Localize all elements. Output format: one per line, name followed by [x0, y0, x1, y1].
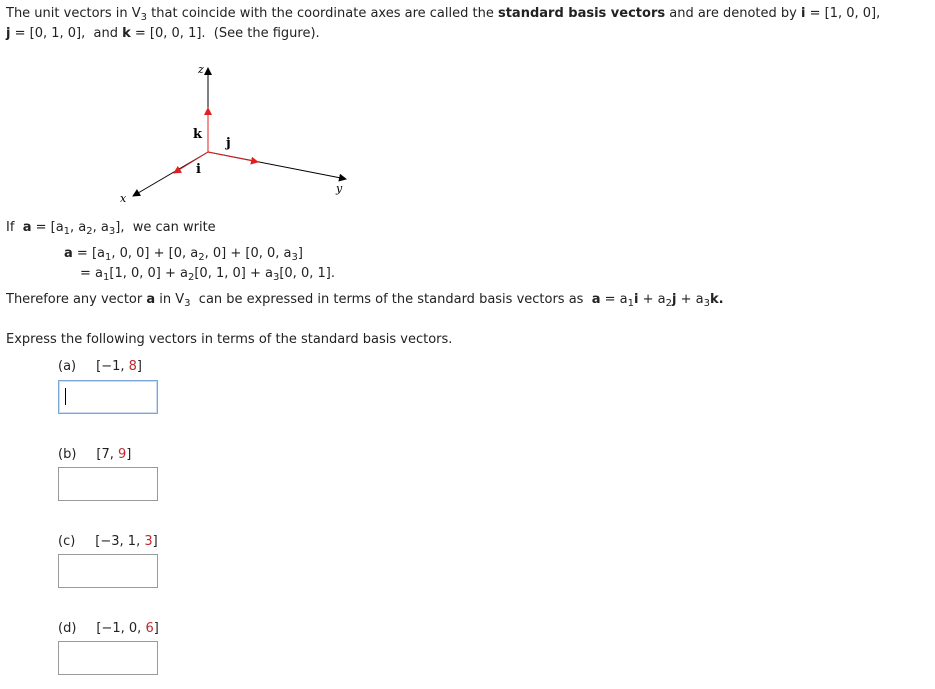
part-label: (a) — [58, 359, 77, 374]
part-b-answer-input[interactable] — [58, 467, 158, 501]
text: , 0] + [0, 0, a — [204, 246, 292, 261]
j-symbol: j — [6, 26, 11, 41]
text: , 0, 0] + [0, a — [111, 246, 199, 261]
j-value: = [0, 1, 0], — [10, 26, 86, 41]
subscript: 3 — [108, 226, 116, 237]
vector-close: ] — [136, 359, 142, 374]
subscript: 2 — [86, 226, 93, 237]
equation-line-2 — [80, 266, 335, 283]
intro-text: that coincide with the coordinate axes are called the — [147, 6, 498, 21]
equation-line-1 — [64, 246, 303, 263]
j-vector — [208, 152, 258, 162]
text: ], we can write — [115, 220, 216, 235]
k-vector-label: k — [193, 127, 203, 142]
text: can be expressed in terms of the standard basis vectors as — [190, 292, 592, 307]
subscript: 3 — [291, 252, 298, 263]
vector-open: [−1, 0, — [96, 621, 146, 636]
i-vector-label: i — [196, 162, 201, 177]
text: , a — [70, 220, 87, 235]
i-symbol: i — [801, 6, 806, 21]
a-symbol: a — [591, 292, 601, 307]
z-axis-label: z — [198, 63, 204, 76]
a-symbol: a — [22, 220, 32, 235]
part-b-prompt — [58, 447, 131, 463]
j-symbol: j — [671, 292, 677, 307]
y-axis-label: y — [336, 182, 343, 195]
vector-last-component: 6 — [145, 621, 154, 636]
part-label: (b) — [58, 447, 77, 462]
subscript: 3 — [703, 298, 710, 309]
i-value: = [1, 0, 0], — [805, 6, 881, 21]
k-value: = [0, 0, 1]. — [130, 26, 206, 41]
x-axis-label: x — [120, 192, 127, 205]
k-symbol: k — [709, 292, 719, 307]
text-caret — [65, 388, 66, 405]
part-label: (d) — [58, 621, 77, 636]
subscript: 1 — [104, 252, 112, 263]
instruction-text: Express the following vectors in terms of the standard basis vectors. — [6, 332, 453, 347]
vector-close: ] — [152, 534, 158, 549]
see-figure-text: (See the figure). — [205, 26, 320, 41]
and-word: and — [85, 26, 123, 41]
j-vector-label: j — [226, 136, 231, 151]
vector-close: ] — [126, 447, 132, 462]
text: Therefore any vector — [6, 292, 147, 307]
a-symbol: a — [146, 292, 156, 307]
vector-close: ] — [153, 621, 159, 636]
text: in — [155, 292, 176, 307]
text: = [a — [72, 246, 105, 261]
part-c-answer-input[interactable] — [58, 554, 158, 588]
subscript: 2 — [187, 272, 195, 283]
vector-last-component: 3 — [144, 534, 153, 549]
subscript: 2 — [198, 252, 205, 263]
subscript: 1 — [103, 272, 110, 283]
k-symbol: k — [122, 26, 131, 41]
text: ] — [297, 246, 303, 261]
a-symbol: a — [64, 246, 73, 261]
if-line — [6, 220, 216, 237]
text: [0, 1, 0] + a — [194, 266, 273, 281]
space-subscript: 3 — [184, 298, 191, 309]
i-symbol: i — [634, 292, 639, 307]
vector-open: [−3, 1, — [95, 534, 145, 549]
part-a-answer-wrap — [58, 380, 159, 415]
text: = a — [600, 292, 628, 307]
part-d-answer-input[interactable] — [58, 641, 158, 675]
text: + a — [676, 292, 704, 307]
vector-last-component: 9 — [118, 447, 127, 462]
therefore-line: Therefore any vector a in $V_3$ can be expressed in terms of the standard basis vectors as $a = a_1i + a_2j + a_3k$. — [6, 292, 724, 309]
part-c-prompt — [58, 534, 158, 550]
part-d-prompt — [58, 621, 159, 637]
space-symbol: V — [131, 6, 141, 21]
subscript: 3 — [272, 272, 280, 283]
i-vector — [174, 152, 208, 173]
text: + a — [638, 292, 666, 307]
text: = [a — [31, 220, 64, 235]
vector-open: [7, — [96, 447, 119, 462]
text: , a — [92, 220, 109, 235]
text: = a — [80, 266, 103, 281]
subscript: 2 — [665, 298, 672, 309]
part-a-prompt — [58, 359, 142, 375]
space-subscript: 3 — [140, 12, 148, 23]
vector-last-component: 8 — [128, 359, 137, 374]
text: If — [6, 220, 23, 235]
bold-term: standard basis vectors — [497, 6, 666, 21]
intro-text: and are denoted by — [665, 6, 801, 21]
subscript: 1 — [627, 298, 634, 309]
intro-text: The unit vectors in — [6, 6, 132, 21]
vector-open: [−1, — [96, 359, 129, 374]
space-symbol: V — [175, 292, 185, 307]
text: [1, 0, 0] + a — [109, 266, 188, 281]
subscript: 1 — [63, 226, 71, 237]
part-a-answer-input[interactable] — [58, 380, 158, 414]
part-label: (c) — [58, 534, 76, 549]
text: [0, 0, 1]. — [279, 266, 335, 281]
